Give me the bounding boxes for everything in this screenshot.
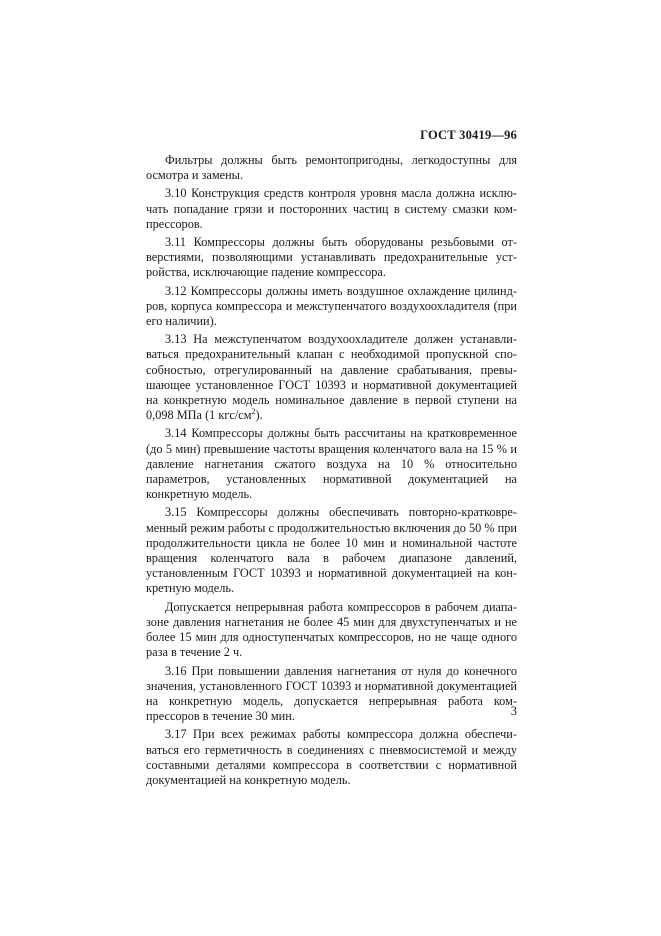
paragraph-3-10: 3.10 Конструкция средств контроля уровня масла должна исключать попадание грязи и посторонних частиц в систему смазки компрессоров. bbox=[146, 186, 517, 231]
superscript-2: 2 bbox=[251, 407, 256, 417]
paragraph-3-13 bbox=[146, 332, 517, 423]
paragraph-3-16: 3.16 При повышении давления нагнетания от нуля до конечного значения, установленного ГОСТ 10393 и нормативной документацией на конкретную модель, допускается непрерывная работа компрессоров в течение 30 мин. bbox=[146, 663, 517, 724]
paragraph-3-14: 3.14 Компрессоры должны быть рассчитаны на кратковременное (до 5 мин) превышение частоты вращения коленчатого вала на 15 % и давление нагнетания сжатого воздуха на 10 % относительно параметров, установленных нормативной документацией на конкретную модель. bbox=[146, 426, 517, 502]
paragraph-continuous-operation: Допускается непрерывная работа компрессоров в рабочем диапазоне давления нагнетания не более 45 мин для двухступенчатых и не более 15 мин для одноступенчатых компрессоров, но не чаще одного раза в течение 2 ч. bbox=[146, 599, 517, 660]
paragraph-3-11: 3.11 Компрессоры должны быть оборудованы резьбовыми отверстиями, позволяющими устанавливать предохранительные устройства, исключающие падение компрессора. bbox=[146, 235, 517, 280]
paragraph-filters: Фильтры должны быть ремонтопригодны, легкодоступны для осмотра и замены. bbox=[146, 153, 517, 183]
paragraph-3-15: 3.15 Компрессоры должны обеспечивать повторно-кратковременный режим работы с продолжительностью включения до 50 % при продолжительности цикла не более 10 мин и номинальной частоте вращения коленчатого вала в рабочем диапазоне давлений, установленным ГОСТ 10393 и нормативной документацией на конкретную модель. bbox=[146, 505, 517, 596]
document-body bbox=[146, 153, 517, 788]
page-number: 3 bbox=[510, 704, 517, 718]
paragraph-3-17: 3.17 При всех режимах работы компрессора должна обеспечиваться его герметичность в соединениях с пневмосистемой и между составными деталями компрессора в соответствии с нормативной документацией на конкретную модель. bbox=[146, 727, 517, 787]
standard-code: ГОСТ 30419—96 bbox=[420, 128, 517, 142]
paragraph-3-13-end: ). bbox=[255, 408, 263, 423]
document-header bbox=[146, 128, 517, 143]
paragraph-3-12: 3.12 Компрессоры должны иметь воздушное охлаждение цилиндров, корпуса компрессора и межступенчатого воздухоохладителя (при его наличии). bbox=[146, 283, 517, 329]
paragraph-3-13-text: 3.13 На межступенчатом воздухоохладителе должен устанавливаться предохранительный клапан с необходимой пропускной способностью, отрегулированный на давление срабатывания, превышающее установленное ГОСТ 10393 и нормативной документацией на конкретную модель номинальное давление в первой ступени на 0,098 МПа (1 кгс/см bbox=[146, 332, 517, 423]
